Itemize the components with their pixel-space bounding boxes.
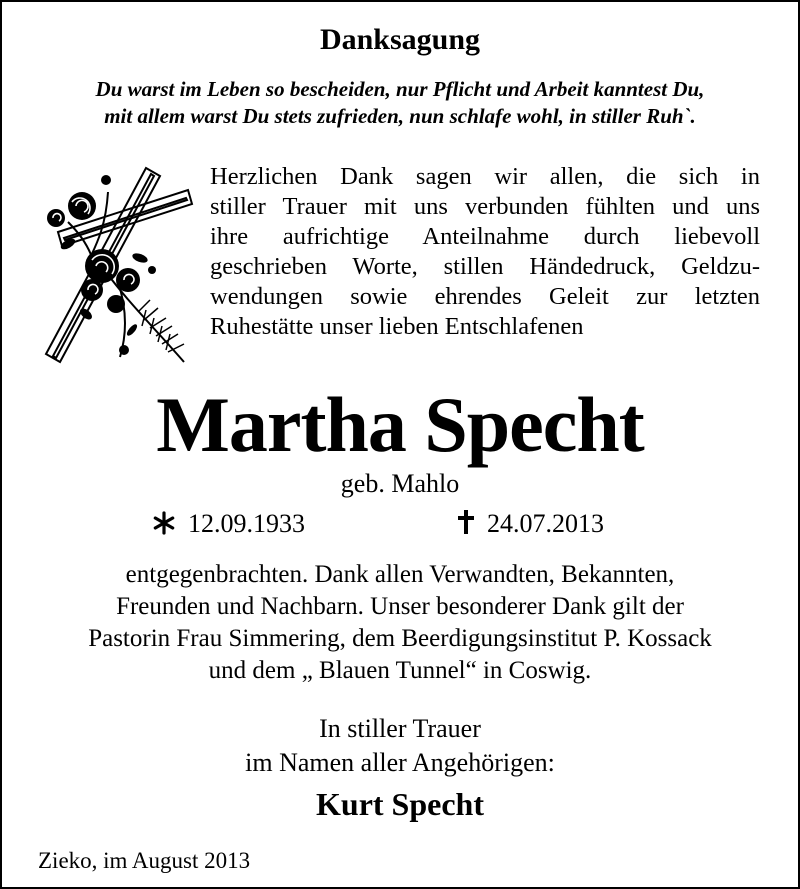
verse — [2, 76, 798, 130]
verse-line: mit allem warst Du stets zufrieden, nun schlafe wohl, in stiller Ruh`. — [104, 104, 696, 128]
heading: Danksagung — [319, 23, 481, 56]
signer-name: Kurt Specht — [316, 786, 484, 822]
intro-line: Ruhestätte unser lieben Entschlafenen — [210, 313, 584, 340]
closing-line: In stiller Trauer — [319, 714, 481, 743]
closing-text — [2, 712, 798, 780]
birth-date — [152, 507, 305, 541]
birth-name: geb. Mahlo — [340, 469, 460, 498]
death-date — [457, 507, 604, 541]
thanks-line: Pastorin Frau Simmering, dem Beerdigungsinstitut P. Kossack — [88, 625, 712, 652]
intro-line: ihre aufrichtige Anteilnahme durch liebevoll — [210, 223, 760, 250]
intro-line: wendungen sowie ehrendes Geleit zur letzten — [210, 283, 760, 310]
intro-line: Herzlichen Dank sagen wir allen, die sich in — [210, 163, 760, 190]
place-date: Zieko, im August 2013 — [38, 848, 251, 873]
dagger-cross-icon — [457, 509, 475, 535]
cross-with-roses-icon — [28, 162, 196, 372]
thanks-text — [2, 559, 798, 687]
thanks-line: und dem „ Blauen Tunnel“ in Coswig. — [208, 657, 592, 684]
intro-line: geschrieben Worte, stillen Händedruck, Geldzu- — [210, 253, 760, 280]
intro-text — [210, 162, 760, 342]
life-dates — [2, 507, 798, 543]
intro-line: stiller Trauer mit uns verbunden fühlten und uns — [210, 193, 760, 220]
birth-date-value: 12.09.1933 — [188, 509, 305, 538]
deceased-name: Martha Specht — [156, 381, 644, 468]
closing-line: im Namen aller Angehörigen: — [245, 748, 555, 777]
asterisk-birth-icon — [152, 511, 176, 535]
thanks-line: entgegenbrachten. Dank allen Verwandten, Bekannten, — [125, 561, 675, 588]
death-date-value: 24.07.2013 — [487, 509, 604, 538]
thanks-line: Freunden und Nachbarn. Unser besonderer Dank gilt der — [116, 593, 684, 620]
verse-line: Du warst im Leben so bescheiden, nur Pflicht und Arbeit kanntest Du, — [95, 77, 705, 101]
